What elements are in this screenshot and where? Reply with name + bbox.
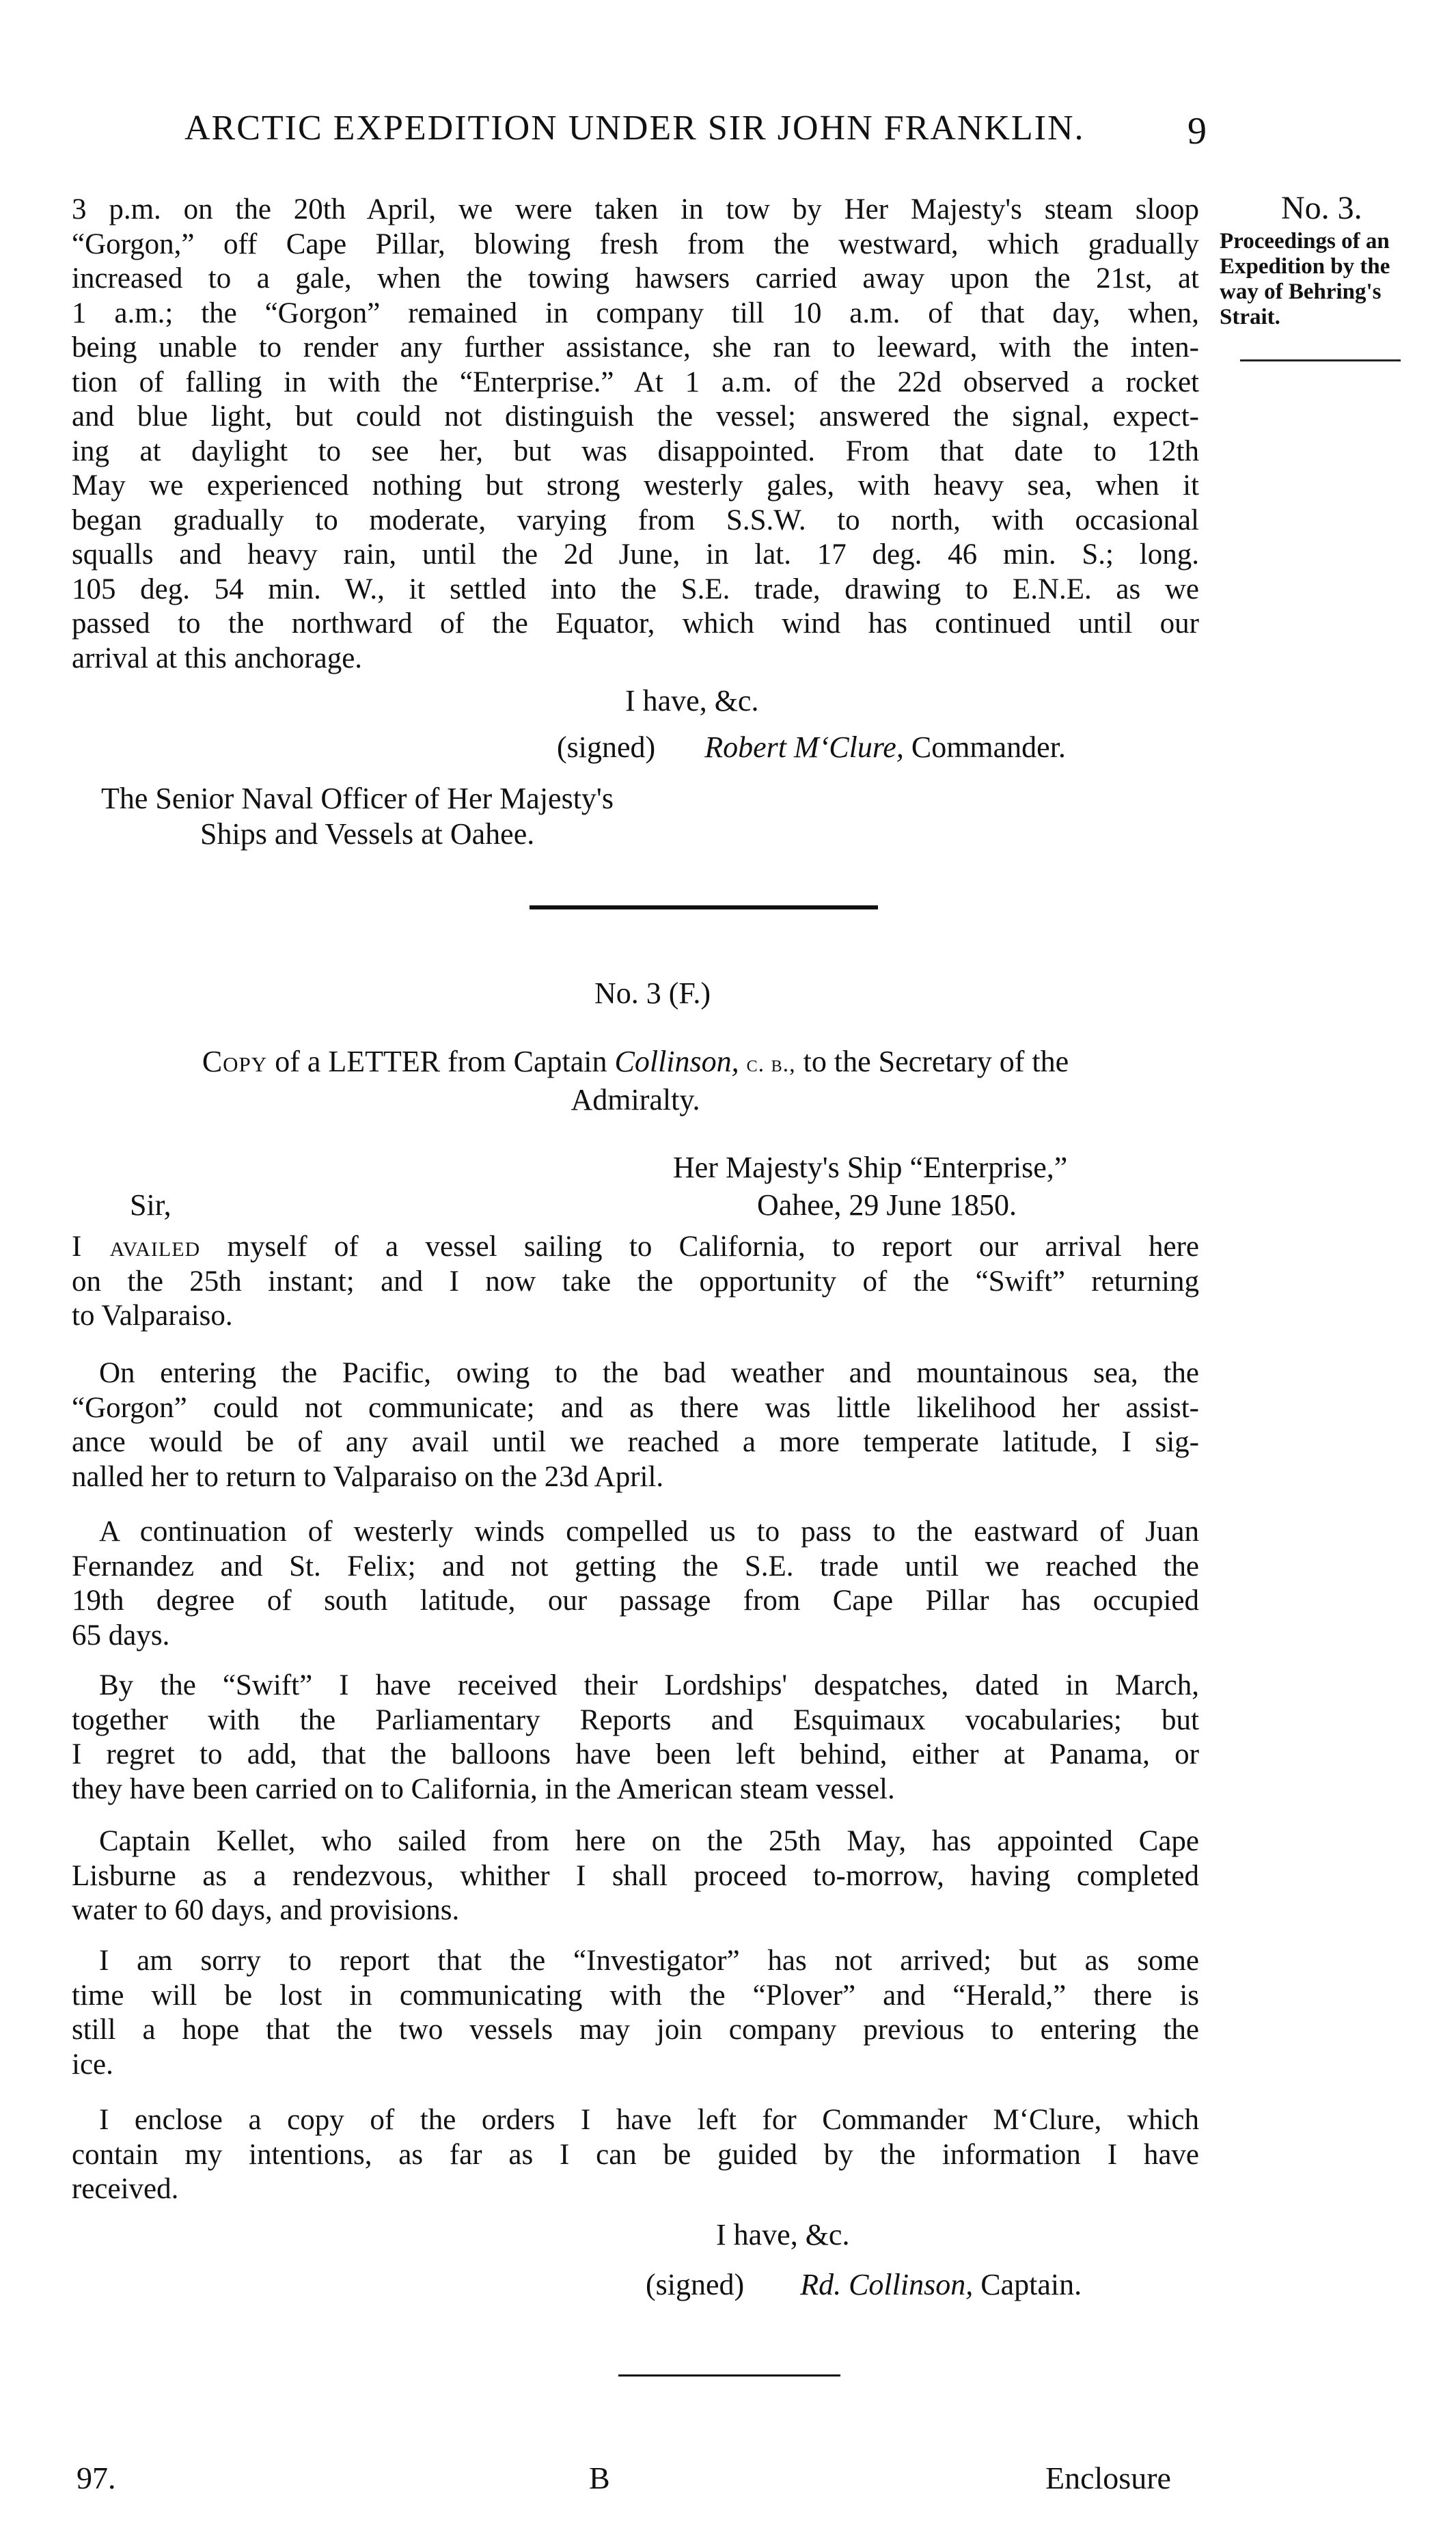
letter1-closing: I have, &c. — [625, 684, 759, 717]
letter2-paragraph — [72, 1515, 1199, 1653]
document-number: No. 3 (F.) — [594, 976, 711, 1010]
margin-note — [1220, 188, 1425, 330]
letter2-paragraph — [72, 2103, 1199, 2207]
signed-label: (signed) — [646, 2268, 745, 2301]
letter2-closing: I have, &c. — [716, 2218, 850, 2251]
text-segment: myself of a vessel sailing to California, to report our arrival here — [200, 1231, 1199, 1263]
text-line: and blue light, but could not distinguish the vessel; answered the signal, expect- — [72, 400, 1199, 433]
text-line: 3 p.m. on the 20th April, we were taken in tow by Her Majesty's steam sloop — [72, 193, 1199, 225]
text-line: contain my intentions, as far as I can be guided by the information I have — [72, 2138, 1199, 2171]
date-line: Oahee, 29 June 1850. — [757, 1188, 1017, 1222]
text-line: they have been carried on to California, in the American steam vessel. — [72, 1772, 895, 1805]
margin-note-line: way of Behring's — [1220, 279, 1382, 304]
text-line: water to 60 days, and provisions. — [72, 1894, 460, 1926]
text-line: Captain Kellet, who sailed from here on the 25th May, has appointed Cape — [99, 1825, 1199, 1857]
text-line: I enclose a copy of the orders I have left for Commander M‘Clure, which — [99, 2104, 1199, 2136]
lead-word: I availed — [72, 1231, 201, 1263]
running-header: ARCTIC EXPEDITION UNDER SIR JOHN FRANKLIN. — [184, 109, 1085, 148]
title-from: from Captain — [448, 1045, 607, 1078]
text-line: ing at daylight to see her, but was disappointed. From that date to 12th — [72, 435, 1199, 467]
addressee-line: The Senior Naval Officer of Her Majesty's — [101, 782, 614, 815]
text-line: nalled her to return to Valparaiso on the 23d April. — [72, 1460, 664, 1493]
letter1-addressee — [101, 781, 614, 852]
title-cb: c. b., — [746, 1052, 796, 1077]
letter2-signature — [646, 2267, 1082, 2302]
ship-line: Her Majesty's Ship “Enterprise,” — [673, 1151, 1068, 1184]
letter1-signature — [557, 730, 1066, 765]
text-line: on the 25th instant; and I now take the opportunity of the “Swift” returning — [72, 1265, 1199, 1298]
text-line: I regret to add, that the balloons have been left behind, either at Panama, or — [72, 1738, 1199, 1770]
title-letter: LETTER — [328, 1045, 441, 1078]
text-line: Fernandez and St. Felix; and not getting the S.E. trade until we reached the — [72, 1550, 1199, 1583]
margin-note-line: Strait. — [1220, 305, 1280, 329]
title-copy: Copy — [202, 1045, 268, 1078]
text-line: time will be lost in communicating with the “Plover” and “Herald,” there is — [72, 1979, 1199, 2012]
signer-name: Rd. Collinson, — [800, 2268, 974, 2301]
title-rest: to the Secretary of the — [803, 1045, 1069, 1078]
margin-note-rule — [1240, 359, 1401, 361]
page-number: 9 — [1187, 110, 1207, 152]
letter2-paragraph — [72, 1944, 1199, 2082]
letter2-paragraph — [72, 1230, 1199, 1334]
title-name: Collinson, — [614, 1045, 739, 1078]
footer-signature-mark: 97. — [77, 2461, 116, 2495]
text-line: arrival at this anchorage. — [72, 642, 363, 674]
text-line: ice. — [72, 2048, 113, 2081]
text-line: began gradually to moderate, varying from S.S.W. to north, with occasional — [72, 504, 1199, 536]
text-line: On entering the Pacific, owing to the bad weather and mountainous sea, the — [99, 1357, 1199, 1389]
margin-note-line: Proceedings of an — [1220, 229, 1390, 254]
text-line: received. — [72, 2173, 179, 2205]
text-line: Lisburne as a rendezvous, whither I shall proceed to-morrow, having completed — [72, 1859, 1199, 1892]
letter1-body — [72, 193, 1199, 676]
title-line2: Admiralty. — [571, 1083, 700, 1117]
text-line: ance would be of any avail until we reached a more temperate latitude, I sig- — [72, 1426, 1199, 1458]
salutation: Sir, — [130, 1188, 171, 1222]
text-line: together with the Parliamentary Reports and Esquimaux vocabularies; but — [72, 1703, 1199, 1736]
text-line: 65 days. — [72, 1619, 170, 1652]
letter2-paragraph — [72, 1824, 1199, 1928]
closing-divider — [618, 2374, 840, 2376]
signer-rank: Commander. — [911, 730, 1066, 764]
text-line: to Valparaiso. — [72, 1300, 233, 1332]
section-divider — [530, 905, 878, 909]
text-line: A continuation of westerly winds compelled us to pass to the eastward of Juan — [99, 1516, 1199, 1548]
text-line — [72, 1230, 1199, 1265]
text-line: 1 a.m.; the “Gorgon” remained in company till 10 a.m. of that day, when, — [72, 297, 1199, 329]
text-line: increased to a gale, when the towing hawsers carried away upon the 21st, at — [72, 262, 1199, 294]
footer-sheet-letter: B — [589, 2461, 610, 2495]
text-line: “Gorgon” could not communicate; and as there was little likelihood her assist- — [72, 1391, 1199, 1424]
signer-name: Robert M‘Clure, — [704, 730, 904, 764]
letter2-title — [72, 1044, 1199, 1118]
text-line: “Gorgon,” off Cape Pillar, blowing fresh from the westward, which gradually — [72, 228, 1199, 260]
text-line: May we experienced nothing but strong westerly gales, with heavy sea, when it — [72, 469, 1199, 502]
margin-note-line: Expedition by the — [1220, 254, 1390, 279]
text-line: tion of falling in with the “Enterprise.” At 1 a.m. of the 22d observed a rocket — [72, 366, 1199, 398]
letter2-paragraph — [72, 1669, 1199, 1807]
footer-catchword: Enclosure — [1045, 2461, 1171, 2495]
title-of-a: of a — [275, 1045, 321, 1078]
text-line: I am sorry to report that the “Investigator” has not arrived; but as some — [99, 1945, 1199, 1977]
text-line: By the “Swift” I have received their Lordships' despatches, dated in March, — [99, 1669, 1199, 1701]
text-line: passed to the northward of the Equator, which wind has continued until our — [72, 607, 1199, 640]
text-line: 19th degree of south latitude, our passage from Cape Pillar has occupied — [72, 1585, 1199, 1617]
text-line: still a hope that the two vessels may join company previous to entering the — [72, 2014, 1199, 2046]
letter2-paragraph — [72, 1356, 1199, 1494]
addressee-line: Ships and Vessels at Oahee. — [200, 817, 535, 851]
text-line: squalls and heavy rain, until the 2d June, in lat. 17 deg. 46 min. S.; long. — [72, 538, 1199, 571]
margin-note-number: No. 3. — [1281, 190, 1362, 226]
signed-label: (signed) — [557, 730, 656, 764]
text-line: being unable to render any further assistance, she ran to leeward, with the inten- — [72, 331, 1199, 364]
signer-rank: Captain. — [980, 2268, 1082, 2301]
text-line: 105 deg. 54 min. W., it settled into the S.E. trade, drawing to E.N.E. as we — [72, 573, 1199, 605]
